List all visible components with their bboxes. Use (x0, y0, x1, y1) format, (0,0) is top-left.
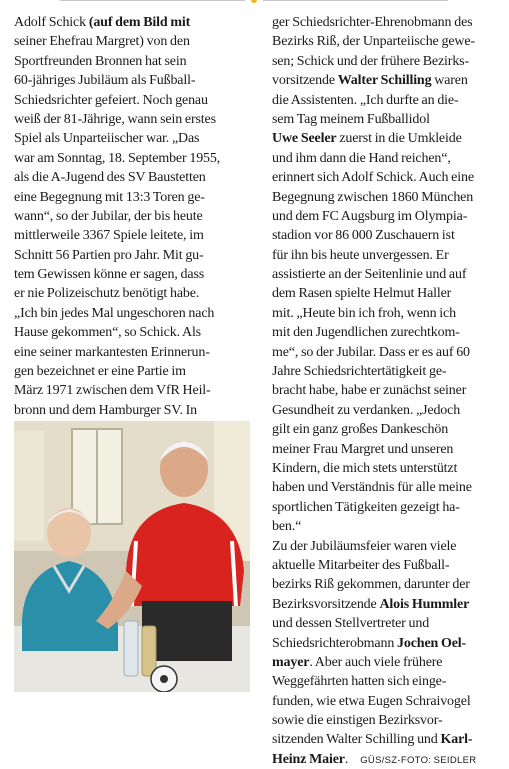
text-run: meiner Frau Margret und unseren (272, 441, 454, 457)
text-run: sen; Schick und der frühere Bezirks- (272, 53, 469, 69)
text-run: Schiedsrichterobmann (272, 635, 398, 651)
text-line (14, 71, 254, 90)
text-run: aktuelle Mitarbeiter des Fußball- (272, 557, 450, 573)
text-line (272, 362, 500, 381)
text-line (272, 730, 500, 749)
text-line (272, 188, 500, 207)
text-line (272, 246, 500, 265)
name-highlight: Karl- (440, 732, 473, 748)
text-run: assistierte an der Seitenlinie und auf (272, 267, 467, 283)
text-run: Bezirksvorsitzende (272, 596, 380, 612)
text-run: waren (431, 73, 468, 89)
text-run: gen bezeichnet er eine Partie im (14, 364, 186, 380)
text-line (14, 207, 254, 226)
text-run: Hause gekommen“, so Schick. Als (14, 325, 201, 341)
text-line (272, 634, 500, 653)
text-run: bronn und dem Hamburger SV. In (14, 402, 198, 418)
article-photo (14, 421, 250, 692)
text-run: Gesundheit zu verdanken. „Jedoch (272, 402, 461, 418)
text-run: er nie Polizeischutz benötigt habe. (14, 286, 200, 302)
text-line (14, 226, 254, 245)
text-run: dem Rasen spielte Helmut Haller (272, 286, 452, 302)
text-line (272, 575, 500, 594)
text-line (272, 420, 500, 439)
text-run: und dessen Stellvertreter und (272, 616, 430, 632)
text-line (272, 401, 500, 420)
text-run: me“, so der Jubilar. Dass er es auf 60 (272, 344, 470, 360)
text-run: . (344, 751, 349, 767)
text-run: ger Schiedsrichter-Ehrenobmann des (272, 15, 473, 30)
text-run: für ihn bis heute unvergessen. Er (272, 247, 449, 263)
text-run: Adolf Schick (14, 15, 86, 30)
text-line (272, 32, 500, 51)
text-line (14, 304, 254, 323)
text-run: zuerst in die Umkleide (336, 131, 462, 147)
name-highlight: mayer (272, 654, 310, 670)
text-line (272, 692, 500, 711)
text-run: und dem FC Augsburg im Olympia- (272, 208, 468, 224)
text-run: mit den Jugendlichen zurechtkom- (272, 325, 460, 341)
text-run: März 1971 zwischen dem VfR Heil- (14, 383, 211, 399)
text-line (272, 265, 500, 284)
name-highlight: Heinz Maier (272, 751, 345, 767)
text-line (14, 188, 254, 207)
text-run: Jahre Schiedsrichtertätigkeit ge- (272, 364, 447, 380)
text-run: eine seiner markantesten Erinnerun- (14, 344, 210, 360)
text-line (272, 323, 500, 342)
text-run: mittlerweile 3367 Spiele leitete, im (14, 228, 204, 244)
text-line (272, 129, 500, 148)
article-column-left (14, 13, 254, 440)
text-run: seiner Ehefrau Margret) von den (14, 34, 190, 50)
text-line (14, 52, 254, 71)
text-run: haben und Verständnis für alle meine (272, 480, 472, 496)
text-line (272, 91, 500, 110)
text-line (272, 13, 500, 32)
text-line (14, 168, 254, 187)
text-run: vorsitzende (272, 73, 338, 89)
text-line (272, 750, 500, 769)
text-line (272, 284, 500, 303)
text-run: . Aber auch viele frühere (309, 654, 443, 670)
text-line (272, 614, 500, 633)
text-line (272, 381, 500, 400)
text-line (272, 226, 500, 245)
text-run: sportlichen Tätigkeiten gezeigt ha- (272, 499, 460, 515)
name-highlight: (auf dem Bild mit (85, 15, 191, 30)
text-line (272, 459, 500, 478)
text-line (272, 653, 500, 672)
name-highlight: Uwe Seeler (272, 131, 337, 147)
text-run: mit. „Heute bin ich froh, wenn ich (272, 305, 456, 321)
text-line (272, 478, 500, 497)
text-run: wann“, so der Jubilar, der bis heute (14, 208, 203, 224)
text-run: die Assistenten. „Ich durfte an die- (272, 92, 459, 108)
text-line (272, 498, 500, 517)
photo-credit: GÜS/SZ-FOTO: SEIDLER (360, 754, 477, 766)
text-line (272, 304, 500, 323)
text-run: bezirks Riß gekommen, darunter der (272, 577, 470, 593)
text-line (14, 149, 254, 168)
text-line (272, 207, 500, 226)
text-run: Sportfreunden Bronnen hat sein (14, 53, 187, 69)
text-line (272, 71, 500, 90)
text-line (272, 517, 500, 536)
text-line (272, 343, 500, 362)
text-line (14, 343, 254, 362)
text-line (14, 13, 254, 32)
text-run: 60-jähriges Jubiläum als Fußball- (14, 73, 196, 89)
text-run: gilt ein ganz großes Dankeschön (272, 422, 449, 438)
text-run: bracht habe, habe er zunächst seiner (272, 383, 467, 399)
text-line (272, 52, 500, 71)
text-run: ben.“ (272, 519, 302, 535)
text-line (14, 246, 254, 265)
text-run: Spiel als Unparteiischer war. „Das (14, 131, 200, 147)
text-run: Bezirks Riß, der Unparteiische gewe- (272, 34, 475, 50)
top-divider (0, 0, 509, 3)
text-run: Schnitt 56 Partien pro Jahr. Mit gu- (14, 247, 204, 263)
text-line (14, 91, 254, 110)
text-run: stadion vor 86 000 Zuschauern ist (272, 228, 455, 244)
text-run: erinnert sich Adolf Schick. Auch eine (272, 170, 474, 186)
name-highlight: Alois Hummler (379, 596, 470, 612)
text-line (14, 323, 254, 342)
text-line (272, 711, 500, 730)
text-run: Schiedsrichter gefeiert. Noch genau (14, 92, 208, 108)
text-line (14, 129, 254, 148)
text-run: Weggefährten hatten sich einge- (272, 674, 447, 690)
name-highlight: Walter Schilling (337, 73, 432, 89)
text-line (14, 401, 254, 420)
text-run: sem Tag meinem Fußballidol (272, 111, 430, 127)
text-line (272, 672, 500, 691)
text-line (14, 110, 254, 129)
text-run: Kindern, die mich stets unterstützt (272, 460, 458, 476)
text-line (272, 556, 500, 575)
text-line (14, 32, 254, 51)
accent-dot (251, 0, 257, 3)
text-run: als die A-Jugend des SV Baustetten (14, 170, 206, 186)
text-run: sowie die einstigen Bezirksvor- (272, 713, 443, 729)
text-run: war am Sonntag, 18. September 1955, (14, 150, 221, 166)
article-column-right (272, 13, 500, 769)
text-run: Zu der Jubiläumsfeier waren viele (272, 538, 457, 554)
text-line (14, 362, 254, 381)
text-run: „Ich bin jedes Mal ungeschoren nach (14, 305, 215, 321)
text-line (272, 149, 500, 168)
text-run: sitzenden Walter Schilling und (272, 732, 441, 748)
text-line (272, 595, 500, 614)
text-run: funden, wie etwa Eugen Schraivogel (272, 693, 471, 709)
text-line (272, 440, 500, 459)
text-line (14, 381, 254, 400)
name-highlight: Jochen Oel- (397, 635, 467, 651)
text-run: tem Gewissen könne er sagen, dass (14, 267, 205, 283)
text-run: und ihm dann die Hand reichen“, (272, 150, 451, 166)
text-line (14, 284, 254, 303)
text-line (14, 265, 254, 284)
text-line (272, 168, 500, 187)
text-run: Begegnung zwischen 1860 München (272, 189, 474, 205)
text-line (272, 537, 500, 556)
text-line (272, 110, 500, 129)
text-run: weiß der 81-Jährige, wann sein erstes (14, 111, 216, 127)
text-run: eine Begegnung mit 13:3 Toren ge- (14, 189, 205, 205)
